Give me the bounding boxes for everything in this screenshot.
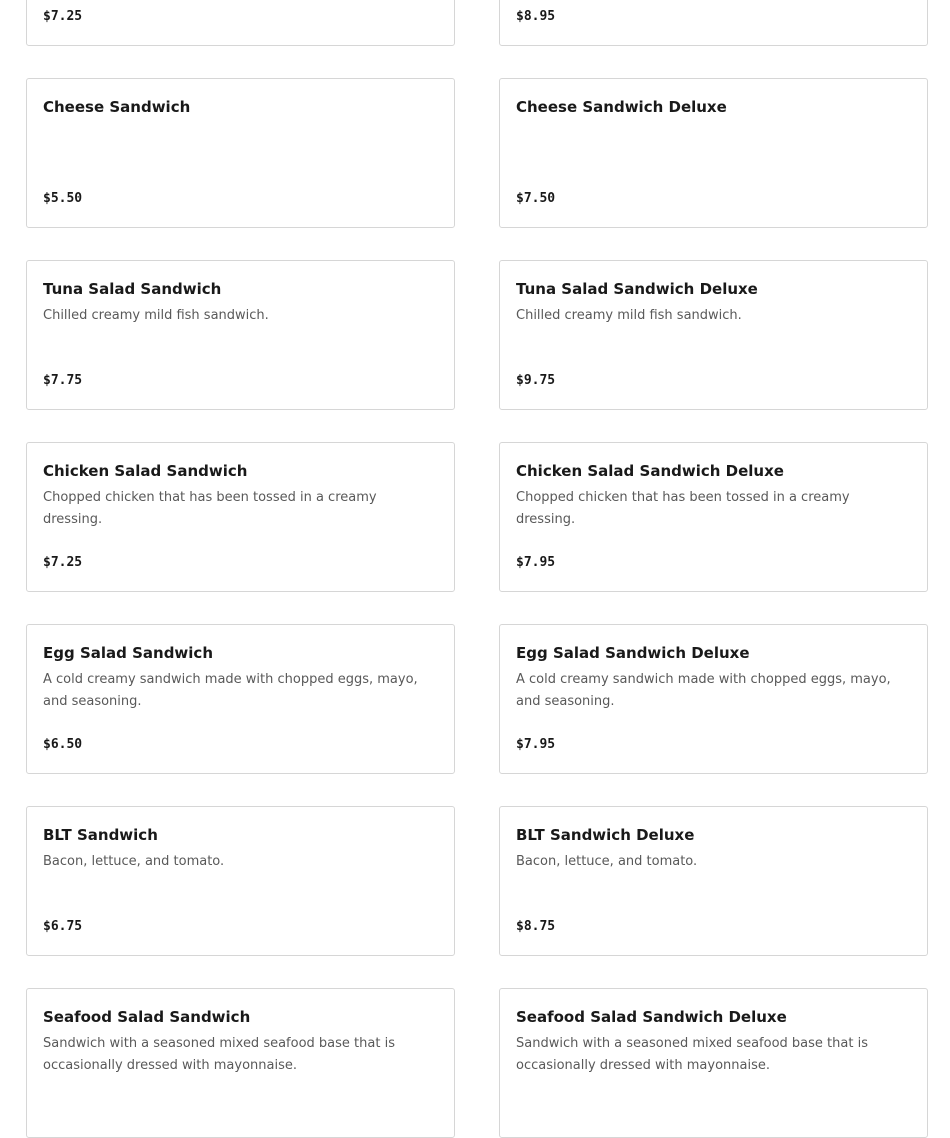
menu-item-price: $9.75 — [516, 373, 556, 388]
menu-item-card[interactable] — [499, 624, 928, 774]
menu-item-price: $5.50 — [43, 191, 83, 206]
menu-item-price: $6.50 — [43, 737, 83, 752]
menu-item-price: $8.75 — [516, 919, 556, 934]
menu-item-name: Seafood Salad Sandwich Deluxe — [516, 1008, 787, 1026]
menu-item-card[interactable] — [26, 988, 455, 1138]
menu-item-description: Sandwich with a seasoned mixed seafood base that is occasionally dressed with mayonnaise. — [43, 1036, 395, 1073]
menu-item-card[interactable] — [499, 988, 928, 1138]
menu-item-description: A cold creamy sandwich made with chopped eggs, mayo, and seasoning. — [516, 672, 891, 709]
menu-item-description: Bacon, lettuce, and tomato. — [516, 854, 698, 869]
menu-item-name: Tuna Salad Sandwich — [43, 280, 222, 298]
menu-item-description: Chilled creamy mild fish sandwich. — [516, 308, 742, 323]
menu-item-description: Chopped chicken that has been tossed in a creamy dressing. — [43, 490, 377, 527]
menu-item-price: $7.25 — [43, 555, 83, 570]
menu-item-name: Tuna Salad Sandwich Deluxe — [516, 280, 758, 298]
menu-item-name: Seafood Salad Sandwich — [43, 1008, 251, 1026]
menu-item-card[interactable] — [26, 442, 455, 592]
menu-item-card[interactable] — [26, 78, 455, 228]
menu-item-card[interactable] — [499, 78, 928, 228]
menu-item-name: BLT Sandwich Deluxe — [516, 826, 695, 844]
menu-item-price: $7.50 — [516, 191, 556, 206]
menu-item-price: $7.75 — [43, 373, 83, 388]
menu-item-price: $6.75 — [43, 919, 83, 934]
menu-item-card[interactable] — [26, 0, 455, 46]
menu-item-description: Sandwich with a seasoned mixed seafood base that is occasionally dressed with mayonnaise. — [516, 1036, 868, 1073]
menu-item-name: Cheese Sandwich Deluxe — [516, 98, 727, 116]
menu-item-name: Chicken Salad Sandwich Deluxe — [516, 462, 784, 480]
menu-item-card[interactable] — [499, 0, 928, 46]
menu-item-name: BLT Sandwich — [43, 826, 158, 844]
menu-item-name: Egg Salad Sandwich — [43, 644, 214, 662]
menu-item-description: Bacon, lettuce, and tomato. — [43, 854, 225, 869]
menu-item-card[interactable] — [499, 260, 928, 410]
menu-item-name: Cheese Sandwich — [43, 98, 191, 116]
menu-item-grid — [26, 0, 928, 1138]
menu-item-card[interactable] — [26, 260, 455, 410]
menu-item-price: $7.95 — [516, 737, 556, 752]
menu-item-name: Chicken Salad Sandwich — [43, 462, 248, 480]
menu-item-description: Chilled creamy mild fish sandwich. — [43, 308, 269, 323]
menu-item-description: A cold creamy sandwich made with chopped eggs, mayo, and seasoning. — [43, 672, 418, 709]
menu-item-price: $7.25 — [43, 9, 83, 24]
menu-item-price: $8.95 — [516, 9, 556, 24]
menu-item-card[interactable] — [26, 806, 455, 956]
menu-item-card[interactable] — [499, 806, 928, 956]
menu-item-card[interactable] — [499, 442, 928, 592]
menu-item-card[interactable] — [26, 624, 455, 774]
menu-item-price: $7.95 — [516, 555, 556, 570]
menu-item-description: Chopped chicken that has been tossed in a creamy dressing. — [516, 490, 850, 527]
menu-item-name: Egg Salad Sandwich Deluxe — [516, 644, 750, 662]
